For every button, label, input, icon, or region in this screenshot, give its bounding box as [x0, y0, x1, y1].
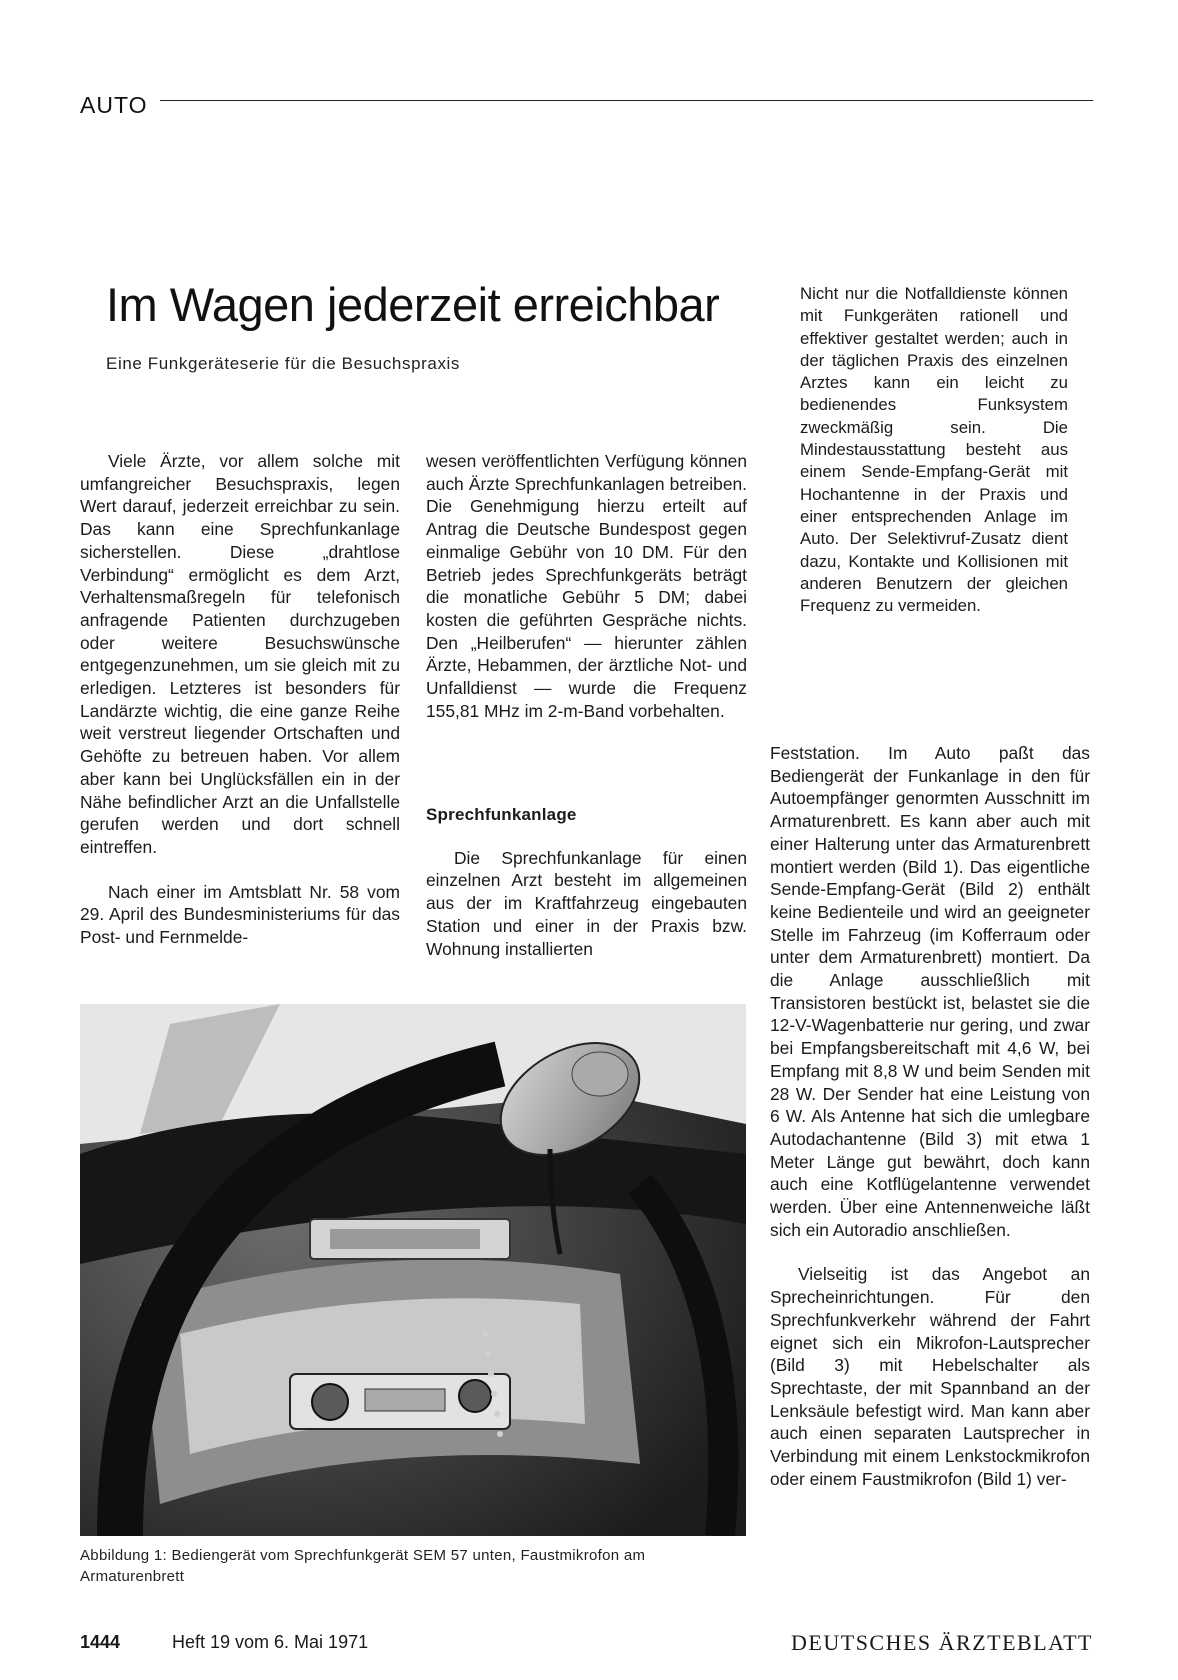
column-3	[770, 742, 1090, 1491]
paragraph: Vielseitig ist das Angebot an Sprecheinrichtungen. Für den Sprechfunkverkehr während der Fahrt eignet sich ein Mikrofon-Lautsprecher (Bild 3) mit Hebelschalter als Sprechtaste, der mit Spannband an der Lenksäule befestigt wird. Man kann aber auch einen separaten Lautsprecher in Verbindung mit einem Lenkstockmikrofon oder einem Faustmikrofon (Bild 1) ver-	[770, 1264, 1090, 1489]
column-3-intro	[800, 283, 1068, 617]
paragraph: Feststation. Im Auto paßt das Bediengerät der Funkanlage in den für Autoempfänger genormten Ausschnitt im Armaturenbrett. Es kann aber auch mit einer Halterung unter das Armaturenbrett montiert werden (Bild 1). Das eigentliche Sende-Empfang-Gerät (Bild 2) enthält keine Bedienteile und wird an geeigneter Stelle im Fahrzeug (im Kofferraum oder unter dem Armaturenbrett) montiert. Da die Anlage ausschließlich mit Transistoren bestückt ist, belastet sie die 12-V-Wagenbatterie nur gering, und zwar bei Empfangsbereitschaft mit 4,6 W, bei Empfang mit 8,8 W und beim Senden mit 28 W. Der Sender hat eine Leistung von 6 W. Als Antenne hat sich die umlegbare Autodachantenne (Bild 3) mit etwa 1 Meter Länge gut bewährt, doch kann auch eine Kotflügelantenne verwendet werden. Über eine Antennenweiche läßt sich ein Autoradio anschließen.	[770, 743, 1090, 1240]
column-2-top	[426, 450, 747, 722]
dashboard-photo-illustration	[80, 1004, 746, 1536]
article-subtitle: Eine Funkgeräteserie für die Besuchspraxis	[106, 354, 461, 373]
column-1	[80, 450, 400, 949]
column-2-bottom	[426, 804, 747, 960]
section-rule	[160, 100, 1093, 101]
paragraph: Viele Ärzte, vor allem solche mit umfangreicher Besuchspraxis, legen Wert darauf, jederzeit erreichbar zu sein. Das kann eine Sprechfunkanlage sicherstellen. Diese „drahtlose Verbindung“ ermöglicht es dem Arzt, Verhaltensmaßregeln für telefonisch anfragende Patienten durchzugeben oder weitere Besuchswünsche entgegenzunehmen, um sie gleich mit zu erledigen. Letzteres ist besonders für Landärzte wichtig, die eine ganze Reihe weit verstreut liegender Ortschaften und Gehöfte zu betreuen haben. Vor allem aber kann bei Unglücksfällen ein in der Nähe befindlicher Arzt an die Unfallstelle gerufen werden und dort schnell eintreffen.	[80, 451, 400, 857]
paragraph: Nicht nur die Notfalldienste können mit Funkgeräten rationell und effektiver gestaltet werden; auch in der täglichen Praxis des einzelnen Arztes kann ein leicht zu bedienendes Funksystem zweckmäßig sein. Die Mindestausstattung besteht aus einem Sende-Empfang-Gerät mit Hochantenne in der Praxis und einer entsprechenden Anlage im Auto. Der Selektivruf-Zusatz dient dazu, Kontakte und Kollisionen mit anderen Benutzern der gleichen Frequenz zu vermeiden.	[800, 284, 1068, 616]
issue-info: Heft 19 vom 6. Mai 1971	[172, 1632, 369, 1652]
article-title: Im Wagen jederzeit erreichbar	[106, 278, 720, 332]
paragraph: Die Sprechfunkanlage für einen einzelnen Arzt besteht im allgemeinen aus der im Kraftfahrzeug eingebauten Station und einer in der Praxis bzw. Wohnung installierten	[426, 847, 747, 959]
paragraph: Nach einer im Amtsblatt Nr. 58 vom 29. April des Bundesministeriums für das Post- und Fernmelde-	[80, 881, 400, 948]
figure-caption: Abbildung 1: Bediengerät vom Sprechfunkgerät SEM 57 unten, Faustmikrofon am Armaturenbrett	[80, 1547, 646, 1585]
figure-photo	[80, 1004, 746, 1536]
magazine-name: DEUTSCHES ÄRZTEBLATT	[791, 1630, 1093, 1655]
section-heading: Sprechfunkanlage	[426, 805, 577, 824]
paragraph: wesen veröffentlichten Verfügung können auch Ärzte Sprechfunkanlagen betreiben. Die Genehmigung hierzu erteilt auf Antrag die Deutsche Bundespost gegen einmalige Gebühr von 10 DM. Für den Betrieb jedes Sprechfunkgeräts beträgt die monatliche Gebühr 5 DM; dabei kosten die geführten Gespräche nichts. Den „Heilberufen“ — hierunter zählen Ärzte, Hebammen, der ärztliche Not- und Unfalldienst — wurde die Frequenz 155,81 MHz im 2-m-Band vorbehalten.	[426, 451, 747, 721]
page-number: 1444	[80, 1632, 121, 1652]
section-label: AUTO	[80, 92, 148, 118]
